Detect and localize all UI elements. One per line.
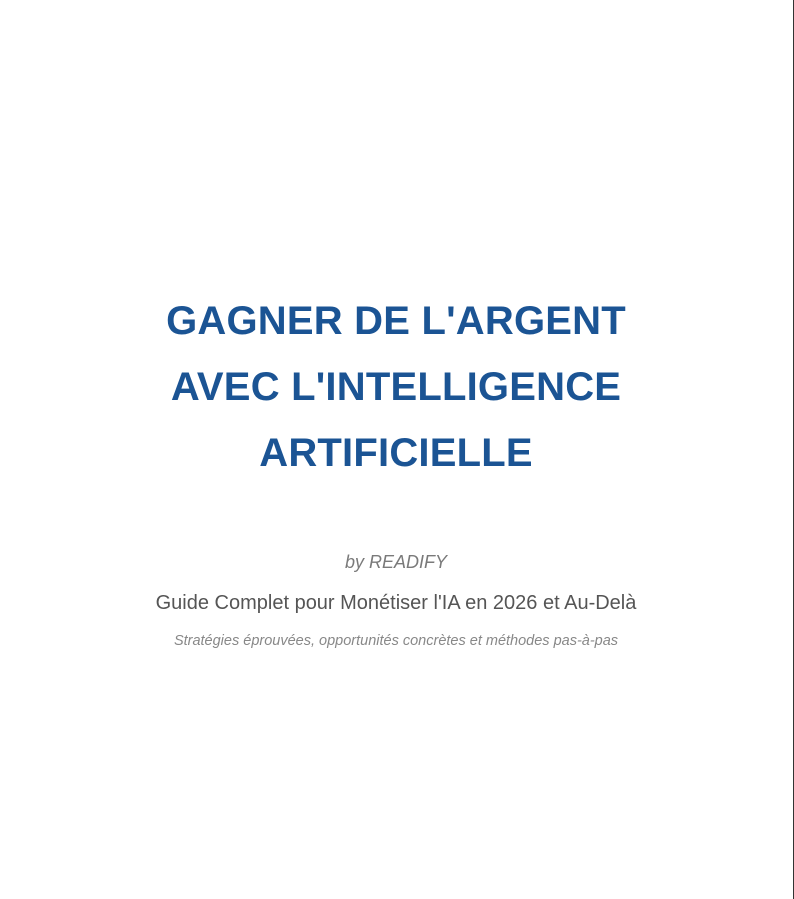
- tagline: Stratégies éprouvées, opportunités concrètes et méthodes pas-à-pas: [173, 633, 619, 649]
- cover-block: [0, 288, 792, 650]
- title-line-3: ARTIFICIELLE: [259, 431, 533, 475]
- title-line-1: GAGNER DE L'ARGENT: [166, 299, 626, 343]
- author-line: by READIFY: [344, 552, 448, 572]
- book-title: [0, 288, 792, 486]
- title-line-2: AVEC L'INTELLIGENCE: [170, 365, 622, 409]
- subtitle: Guide Complet pour Monétiser l'IA en 2026 et Au-Delà: [155, 592, 637, 614]
